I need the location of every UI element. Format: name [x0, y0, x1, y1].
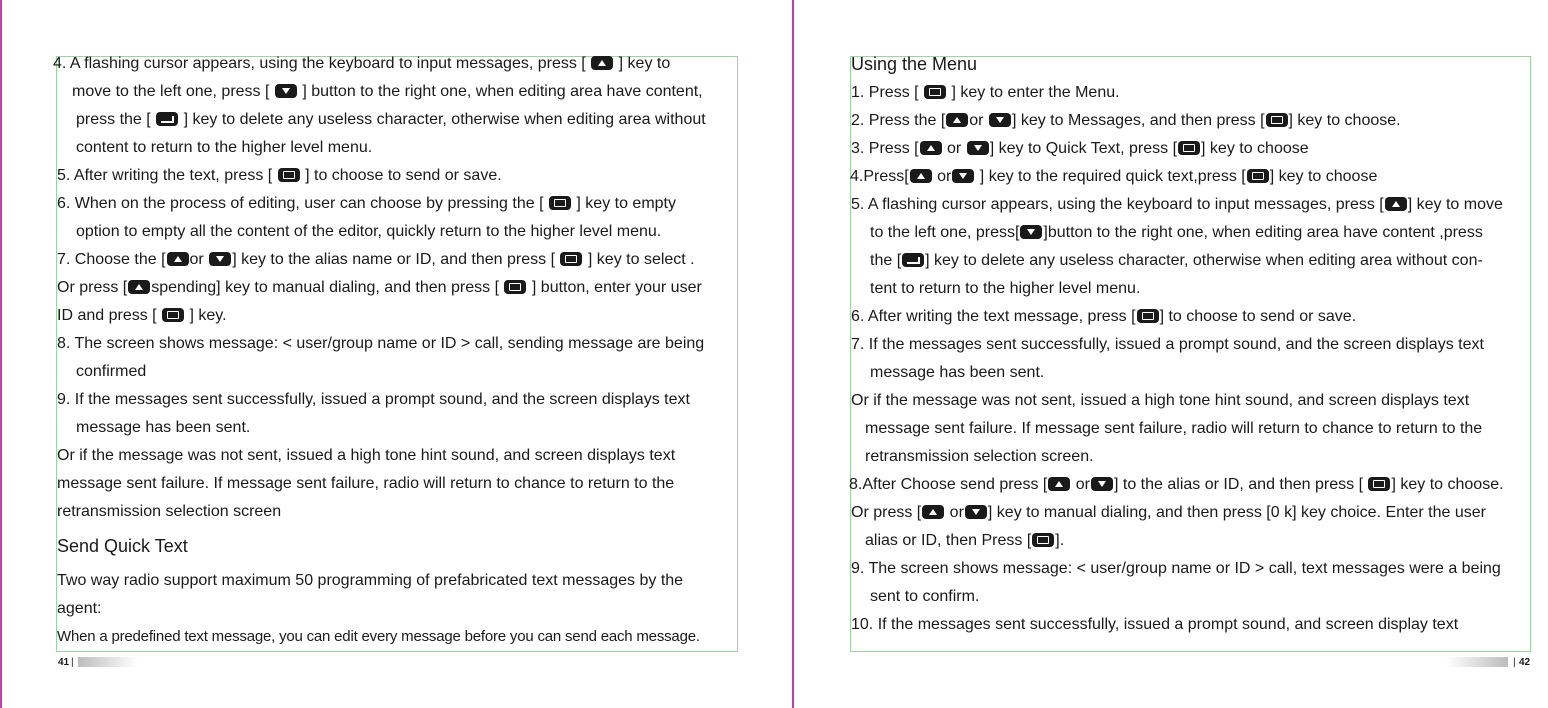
menu-key-icon	[162, 308, 184, 322]
up-arrow-icon	[922, 505, 944, 519]
text-run: ] key to choose.	[1391, 476, 1504, 493]
up-arrow-icon	[920, 141, 942, 155]
right-page-line	[851, 560, 1501, 578]
right-page-line	[851, 84, 1120, 102]
text-run: ] key to delete any useless character, otherwise when editing area without	[179, 111, 706, 128]
text-run: ] to choose to send or save.	[1159, 308, 1357, 325]
left-page-line	[57, 503, 281, 521]
menu-key-icon	[549, 196, 571, 210]
menu-key-icon	[1032, 533, 1054, 547]
text-run: ] key to choose	[1201, 140, 1309, 157]
right-page-line	[851, 616, 1458, 634]
left-page-line	[57, 195, 676, 213]
page-gutter	[792, 0, 794, 708]
text-run: ] key to Quick Text, press [	[989, 140, 1178, 157]
left-page-line	[57, 600, 101, 618]
text-run: ] key to empty	[571, 195, 676, 212]
left-page-line	[57, 307, 227, 325]
text-run: ] key.	[185, 307, 227, 324]
text-run: ] button, enter your user	[527, 279, 702, 296]
right-page-line	[850, 168, 1377, 186]
text-run: When a predefined text message, you can edit every message before you can send each message.	[57, 628, 700, 645]
text-run: or	[969, 112, 988, 129]
text-run: sent to confirm.	[870, 588, 980, 605]
text-run: ] button to the right one, when editing area have content,	[297, 83, 703, 100]
menu-key-icon	[924, 85, 946, 99]
text-run: ] key to choose	[1269, 168, 1378, 185]
text-run: ] to choose to send or save.	[300, 167, 502, 184]
text-run: or	[189, 251, 209, 268]
text-run: ] key to Messages, and then press [	[1011, 112, 1265, 129]
text-run: message sent failure. If message sent failure, radio will return to chance to return to the	[865, 420, 1483, 437]
text-run: Or if the message was not sent, issued a high tone hint sound, and screen displays text	[57, 447, 676, 464]
right-page-line	[851, 196, 1503, 214]
down-arrow-icon	[275, 84, 297, 98]
left-page-line	[57, 475, 674, 493]
text-run: Or press [	[851, 504, 922, 521]
up-arrow-icon	[591, 56, 613, 70]
text-run: 4. A flashing cursor appears, using the keyboard to input messages, press [	[53, 55, 591, 72]
right-page-line	[865, 448, 1094, 466]
left-page-line	[76, 419, 250, 437]
menu-key-icon	[1178, 141, 1200, 155]
down-arrow-icon	[1091, 477, 1113, 491]
right-page-line	[870, 280, 1140, 298]
right-page-line	[870, 224, 1483, 242]
text-run: ].	[1055, 532, 1065, 549]
text-run: message has been sent.	[870, 364, 1045, 381]
text-run: 5. A flashing cursor appears, using the keyboard to input messages, press [	[851, 196, 1384, 213]
up-arrow-icon	[910, 169, 932, 183]
right-page-line	[870, 588, 979, 606]
left-page-line	[57, 279, 702, 297]
menu-key-icon	[1247, 169, 1269, 183]
left-page-line	[76, 139, 372, 157]
left-page-number: 41	[58, 657, 70, 668]
text-run: 7. Choose the [	[57, 251, 166, 268]
right-page-line	[849, 476, 1504, 494]
text-run: to the left one, press[	[870, 224, 1020, 241]
text-run: ID and press [	[57, 307, 162, 324]
up-arrow-icon	[946, 113, 968, 127]
text-run: Or press [	[57, 279, 128, 296]
page-number-separator-right: |	[1513, 657, 1516, 668]
text-run: ] key to delete any useless character, otherwise when editing area without con-	[925, 252, 1483, 269]
down-arrow-icon	[967, 141, 989, 155]
up-arrow-icon	[128, 280, 150, 294]
text-run: confirmed	[76, 363, 147, 380]
left-page-line	[57, 391, 690, 409]
left-page-line	[57, 447, 675, 465]
down-arrow-icon	[952, 169, 974, 183]
left-page-line	[53, 55, 670, 73]
text-run: or	[945, 504, 964, 521]
menu-key-icon	[1137, 309, 1159, 323]
text-run: 4.Press[	[850, 168, 909, 185]
page-number-separator-left: |	[71, 657, 74, 668]
back-key-icon	[156, 112, 178, 126]
text-run: Using the Menu	[851, 54, 978, 74]
text-run: Two way radio support maximum 50 programming of prefabricated text messages by the	[57, 572, 684, 589]
menu-key-icon	[1266, 113, 1288, 127]
text-run: 9. If the messages sent successfully, issued a prompt sound, and the screen displays text	[57, 391, 690, 408]
text-run: alias or ID, then Press [	[865, 532, 1032, 549]
up-arrow-icon	[1385, 197, 1407, 211]
back-key-icon	[902, 253, 924, 267]
text-run: 9. The screen shows message: < user/group name or ID > call, text messages were a being	[851, 560, 1501, 577]
right-page-line	[851, 112, 1401, 130]
text-run: agent:	[57, 600, 102, 617]
text-run: 1. Press [	[851, 84, 924, 101]
right-page-line	[851, 504, 1486, 522]
right-page-line	[851, 392, 1469, 410]
text-run: Or if the message was not sent, issued a high tone hint sound, and screen displays text	[851, 392, 1470, 409]
text-run: ] key to manual dialing, and then press [0 k] key choice. Enter the user	[987, 504, 1486, 521]
left-page-bar	[78, 657, 138, 667]
text-run: spending] key to manual dialing, and then press [	[151, 279, 504, 296]
text-run: or	[1071, 476, 1090, 493]
text-run: ] to the alias or ID, and then press [	[1114, 476, 1368, 493]
right-page-line	[851, 308, 1356, 326]
text-run: message sent failure. If message sent failure, radio will return to chance to return to the	[57, 475, 675, 492]
text-run: ]button to the right one, when editing area have content ,press	[1043, 224, 1483, 241]
left-page-line	[57, 537, 188, 555]
up-arrow-icon	[167, 252, 189, 266]
text-run: 10. If the messages sent successfully, issued a prompt sound, and screen display text	[851, 616, 1459, 633]
text-run: ] key to select .	[583, 251, 695, 268]
left-page-line	[57, 628, 700, 646]
right-page-line	[870, 364, 1044, 382]
text-run: 6. When on the process of editing, user can choose by pressing the [	[57, 195, 548, 212]
down-arrow-icon	[209, 252, 231, 266]
text-run: 7. If the messages sent successfully, issued a prompt sound, and the screen displays text	[851, 336, 1484, 353]
left-page-line	[57, 251, 695, 269]
text-run: option to empty all the content of the editor, quickly return to the higher level menu.	[76, 223, 662, 240]
text-run: ] key to enter the Menu.	[947, 84, 1120, 101]
text-run: ] key to move	[1407, 196, 1503, 213]
right-page-line	[851, 336, 1484, 354]
text-run: or	[932, 168, 952, 185]
left-page-line	[72, 83, 703, 101]
left-page-line	[76, 223, 661, 241]
text-run: or	[942, 140, 966, 157]
right-page-line	[870, 252, 1483, 270]
text-run: tent to return to the higher level menu.	[870, 280, 1141, 297]
left-page-line	[57, 335, 704, 353]
text-run: ] key to choose.	[1288, 112, 1401, 129]
text-run: move to the left one, press [	[72, 83, 274, 100]
menu-key-icon	[560, 252, 582, 266]
text-run: retransmission selection screen.	[865, 448, 1094, 465]
text-run: ] key to the required quick text,press [	[975, 168, 1246, 185]
left-page-line	[76, 111, 706, 129]
down-arrow-icon	[989, 113, 1011, 127]
left-page-line	[57, 572, 683, 590]
text-run: content to return to the higher level menu.	[76, 139, 373, 156]
left-page-line	[57, 167, 502, 185]
text-run: the [	[870, 252, 902, 269]
text-run: ] key to	[614, 55, 671, 72]
up-arrow-icon	[1048, 477, 1070, 491]
menu-key-icon	[1368, 477, 1390, 491]
right-page-line	[851, 140, 1309, 158]
text-run: 8.After Choose send press [	[849, 476, 1048, 493]
right-page-line	[851, 55, 977, 73]
text-run: Send Quick Text	[57, 536, 188, 556]
right-page-number: 42	[1519, 657, 1531, 668]
text-run: message has been sent.	[76, 419, 251, 436]
text-run: 6. After writing the text message, press [	[851, 308, 1136, 325]
text-run: retransmission selection screen	[57, 503, 282, 520]
right-page-line	[865, 420, 1482, 438]
text-run: 3. Press [	[851, 140, 919, 157]
text-run: ] key to the alias name or ID, and then press [	[232, 251, 560, 268]
down-arrow-icon	[1020, 225, 1042, 239]
right-page-line	[865, 532, 1064, 550]
right-page-bar	[1446, 657, 1508, 667]
text-run: press the [	[76, 111, 156, 128]
text-run: 5. After writing the text, press [	[57, 167, 277, 184]
text-run: 2. Press the [	[851, 112, 946, 129]
left-page-line	[76, 363, 146, 381]
down-arrow-icon	[965, 505, 987, 519]
menu-key-icon	[278, 168, 300, 182]
text-run: 8. The screen shows message: < user/group name or ID > call, sending message are being	[57, 335, 705, 352]
page-edge-left	[0, 0, 2, 708]
menu-key-icon	[504, 280, 526, 294]
